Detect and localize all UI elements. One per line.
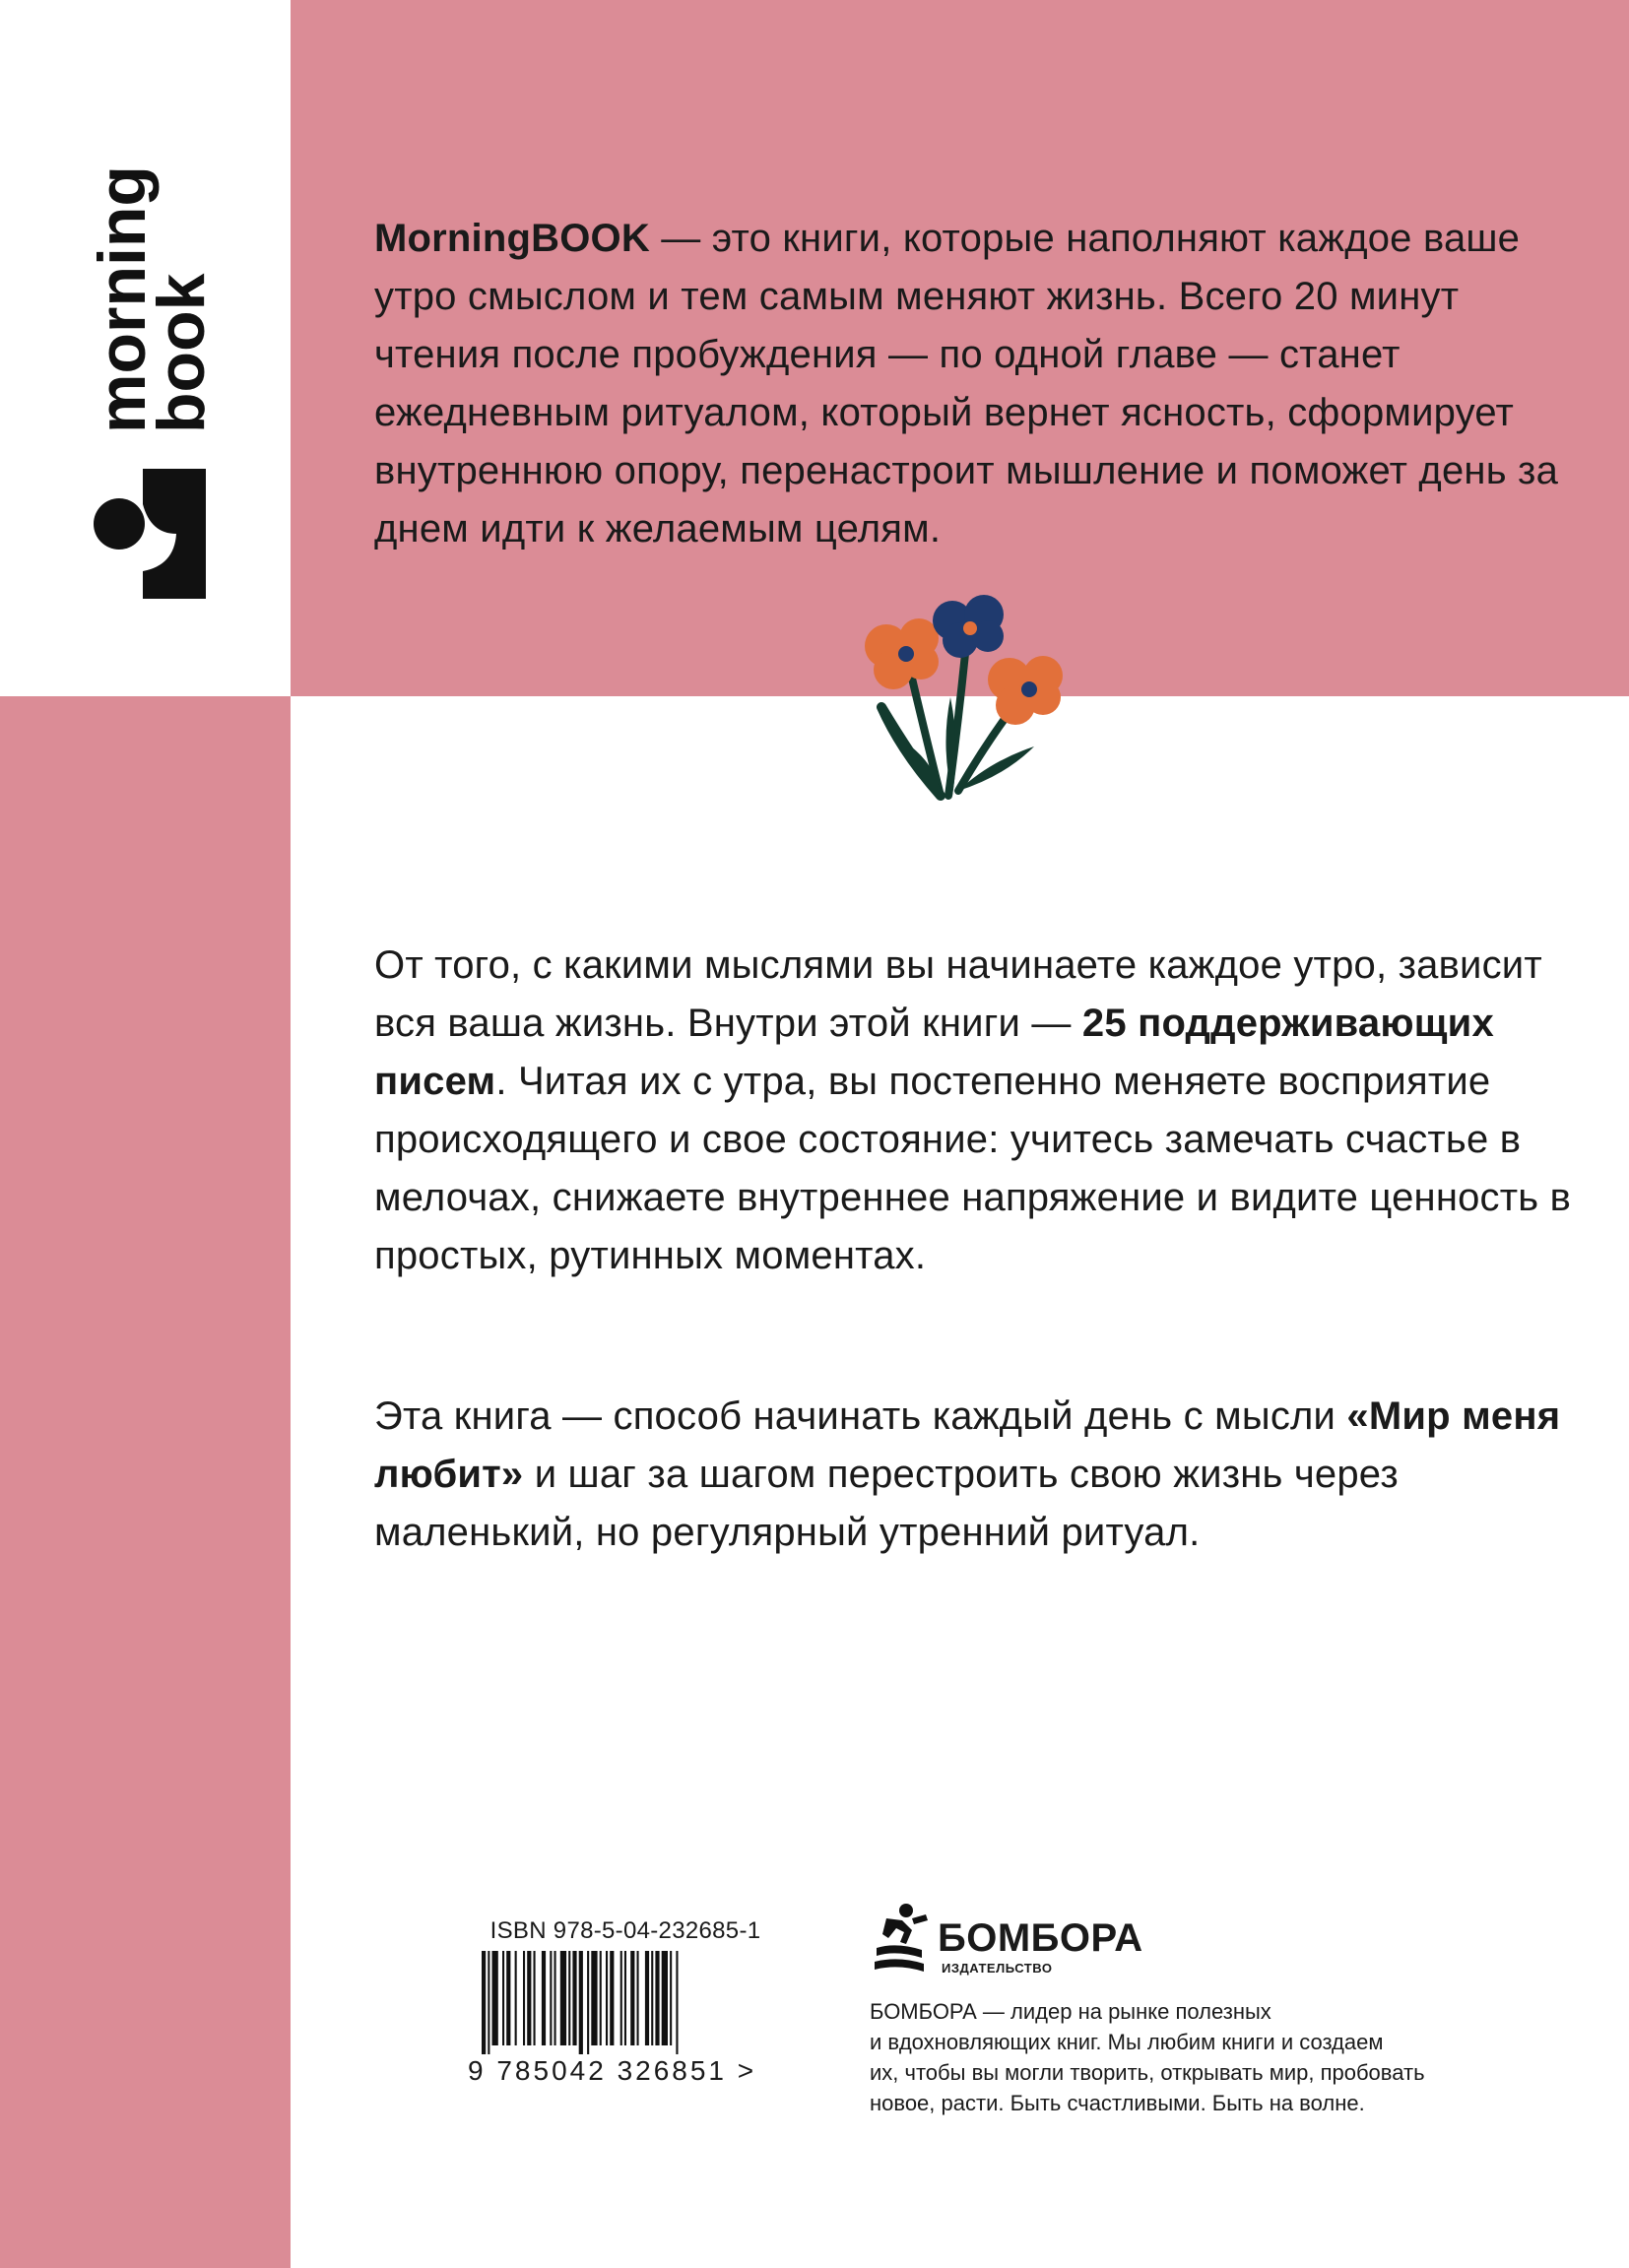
barcode-bar	[670, 1951, 672, 2045]
barcode-bar	[554, 1951, 556, 2045]
barcode-bar	[662, 1951, 668, 2045]
body-p2-bold: «Мир меня любит»	[374, 1394, 1561, 1496]
brand-name: MorningBOOK	[374, 217, 650, 260]
body-paragraph-1	[374, 937, 1576, 1285]
publisher-blurb	[870, 1996, 1559, 2118]
barcode-bar	[506, 1951, 510, 2045]
body-p1-bold: 25 поддерживающих писем	[374, 1002, 1494, 1103]
publisher-name: БОМБОРА	[938, 1916, 1143, 1960]
barcode-bars	[478, 1951, 773, 2054]
barcode-bar	[676, 1951, 678, 2054]
logo-mark-icon	[92, 463, 210, 611]
barcode-bar	[492, 1951, 498, 2045]
intro-text: — это книги, которые наполняют каждое ваше утро смыслом и тем самым меняют жизнь. Всего 20 минут чтения после пробуждения — по одной главе — станет ежедневным ритуалом, который вернет ясность, сформирует внутреннюю опору, перенастроит мышление и поможет день за днем идти к желаемым целям.	[374, 217, 1559, 551]
barcode-bar	[523, 1951, 525, 2045]
intro-paragraph	[374, 210, 1576, 558]
publisher-subtitle: ИЗДАТЕЛЬСТВО	[942, 1961, 1053, 1976]
body-p2-text-a: Эта книга — способ начинать каждый день с мысли	[374, 1394, 1347, 1438]
logo-word-book: book	[144, 273, 212, 433]
publisher-blurb-line: и вдохновляющих книг. Мы любим книги и создаем	[870, 2030, 1384, 2054]
isbn-barcode	[468, 1917, 793, 2090]
barcode-bar	[534, 1951, 536, 2045]
barcode-bar	[651, 1951, 653, 2045]
logo-wordmark	[84, 138, 212, 453]
publisher-blurb-line: БОМБОРА — лидер на рынке полезных	[870, 1999, 1271, 2024]
morningbook-logo	[84, 138, 212, 611]
barcode-bar	[550, 1951, 552, 2045]
barcode-bar	[482, 1951, 486, 2054]
barcode-bar	[591, 1951, 597, 2045]
barcode-bar	[655, 1951, 659, 2045]
barcode-bar	[630, 1951, 634, 2045]
publisher-logo	[867, 1901, 1162, 1979]
barcode-bar	[606, 1951, 608, 2045]
flowers-illustration-icon	[842, 589, 1078, 815]
barcode-bar	[645, 1951, 649, 2045]
barcode-bar	[542, 1951, 546, 2045]
barcode-bar	[620, 1951, 622, 2045]
barcode-bar	[560, 1951, 566, 2045]
body-p2-text-b: и шаг за шагом перестроить свою жизнь через маленький, но регулярный утренний ритуал.	[374, 1453, 1399, 1554]
publisher-blurb-line: их, чтобы вы могли творить, открывать мир, пробовать	[870, 2060, 1425, 2085]
barcode-bar	[568, 1951, 570, 2045]
pink-block-left	[0, 696, 291, 2268]
publisher-blurb-line: новое, расти. Быть счастливыми. Быть на волне.	[870, 2091, 1365, 2115]
publisher-runner-icon	[867, 1901, 932, 1979]
isbn-label: ISBN 978-5-04-232685-1	[489, 1917, 761, 1944]
body-paragraph-2	[374, 1388, 1576, 1562]
barcode-bar	[600, 1951, 602, 2045]
barcode-bar	[579, 1951, 583, 2054]
body-p1-text-a: От того, с какими мыслями вы начинаете каждое утро, зависит вся ваша жизнь. Внутри этой книги —	[374, 943, 1542, 1045]
barcode-bar	[610, 1951, 614, 2045]
barcode-bar	[488, 1951, 489, 2054]
barcode-bar	[637, 1951, 639, 2045]
barcode-bar	[624, 1951, 626, 2045]
logo-word-morning: morning	[85, 165, 160, 433]
barcode-bar	[527, 1951, 531, 2045]
barcode-bar	[587, 1951, 589, 2054]
barcode-bar	[572, 1951, 576, 2045]
barcode-digits: 9 785042 326851 >	[468, 2055, 757, 2086]
barcode-bar	[515, 1951, 517, 2045]
barcode-bar	[502, 1951, 504, 2045]
body-p1-text-b: . Читая их с утра, вы постепенно меняете восприятие происходящего и свое состояние: учитесь замечать счастье в мелочах, снижаете внутреннее напряжение и видите ценность в простых, рутинных моментах.	[374, 1060, 1572, 1277]
